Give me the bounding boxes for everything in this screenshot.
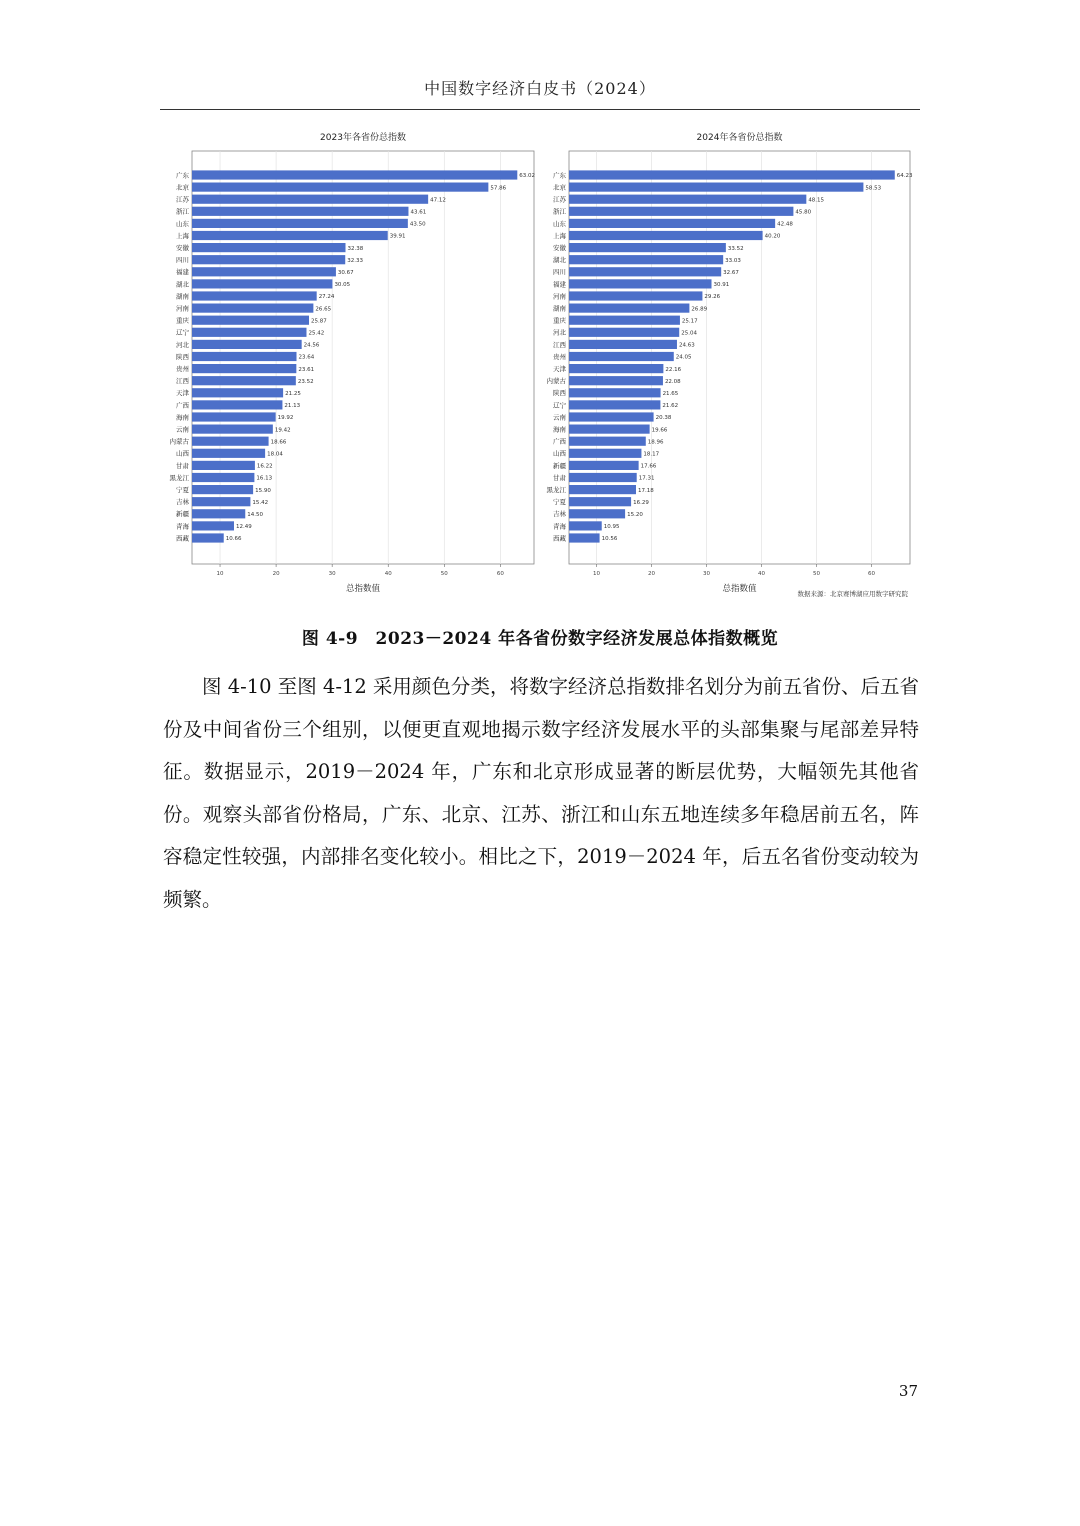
category-label: 辽宁 bbox=[176, 328, 189, 337]
value-label: 16.22 bbox=[256, 463, 273, 470]
bar bbox=[192, 243, 346, 252]
bar bbox=[192, 473, 254, 482]
value-label: 24.63 bbox=[678, 342, 695, 349]
value-label: 45.80 bbox=[795, 209, 812, 216]
value-label: 22.08 bbox=[664, 378, 681, 385]
category-label: 江西 bbox=[553, 340, 566, 349]
bar bbox=[569, 461, 639, 470]
bar bbox=[192, 267, 336, 276]
value-label: 64.23 bbox=[896, 173, 913, 180]
bar bbox=[192, 437, 269, 446]
value-label: 18.96 bbox=[647, 439, 664, 446]
bar bbox=[569, 231, 763, 240]
value-label: 23.61 bbox=[298, 366, 315, 373]
bar bbox=[569, 449, 641, 458]
value-label: 21.25 bbox=[285, 391, 301, 397]
value-label: 26.65 bbox=[315, 306, 332, 313]
x-tick-label: 50 bbox=[813, 571, 820, 577]
category-label: 广西 bbox=[553, 437, 566, 446]
category-label: 吉林 bbox=[553, 510, 566, 519]
category-label: 上海 bbox=[176, 231, 189, 240]
bar bbox=[192, 231, 388, 240]
category-label: 福建 bbox=[553, 280, 566, 289]
category-label: 甘肃 bbox=[176, 461, 189, 470]
bar bbox=[192, 509, 245, 518]
bar bbox=[192, 485, 253, 494]
category-label: 福建 bbox=[176, 268, 189, 277]
bar bbox=[192, 352, 297, 361]
category-label: 江西 bbox=[176, 377, 189, 386]
category-label: 黑龙江 bbox=[169, 473, 189, 482]
category-label: 云南 bbox=[553, 413, 566, 422]
bar bbox=[569, 521, 602, 530]
bar bbox=[569, 316, 680, 325]
value-label: 23.64 bbox=[298, 354, 315, 361]
category-label: 河南 bbox=[553, 292, 566, 301]
category-label: 四川 bbox=[553, 268, 566, 277]
category-label: 西藏 bbox=[553, 534, 566, 543]
category-label: 广东 bbox=[553, 171, 566, 180]
chart-title: 2024年各省份总指数 bbox=[696, 133, 783, 143]
value-label: 24.05 bbox=[675, 354, 692, 361]
value-label: 32.38 bbox=[347, 245, 364, 252]
bar bbox=[192, 219, 408, 228]
value-label: 10.56 bbox=[601, 536, 618, 543]
category-label: 新疆 bbox=[553, 461, 566, 470]
value-label: 33.52 bbox=[727, 245, 744, 252]
bar bbox=[192, 521, 234, 530]
category-label: 湖南 bbox=[553, 304, 566, 313]
value-label: 43.50 bbox=[409, 221, 426, 228]
category-label: 宁夏 bbox=[553, 498, 566, 507]
value-label: 23.52 bbox=[297, 378, 314, 385]
value-label: 24.56 bbox=[303, 342, 320, 349]
figure-bar-charts bbox=[160, 120, 920, 610]
value-label: 16.13 bbox=[256, 475, 273, 482]
category-label: 青海 bbox=[176, 522, 189, 531]
category-label: 四川 bbox=[176, 256, 189, 265]
value-label: 32.33 bbox=[347, 257, 363, 264]
value-label: 20.38 bbox=[655, 415, 672, 422]
category-label: 河北 bbox=[176, 340, 189, 349]
x-tick-label: 60 bbox=[868, 571, 875, 577]
category-label: 重庆 bbox=[553, 316, 566, 325]
category-label: 江苏 bbox=[176, 195, 189, 204]
bar bbox=[569, 207, 793, 216]
value-label: 18.04 bbox=[267, 451, 283, 458]
bar bbox=[569, 170, 895, 179]
x-tick-label: 40 bbox=[384, 571, 392, 577]
bar bbox=[569, 304, 689, 313]
value-label: 15.90 bbox=[255, 487, 271, 494]
category-label: 海南 bbox=[553, 425, 566, 434]
category-label: 山西 bbox=[176, 449, 189, 458]
bar bbox=[192, 364, 296, 373]
category-label: 安徽 bbox=[176, 244, 189, 252]
category-label: 北京 bbox=[176, 183, 189, 192]
category-label: 内蒙古 bbox=[169, 437, 189, 446]
category-label: 广东 bbox=[176, 171, 189, 180]
value-label: 33.03 bbox=[725, 257, 741, 264]
bar bbox=[192, 449, 265, 458]
value-label: 22.16 bbox=[665, 366, 682, 373]
value-label: 58.53 bbox=[865, 185, 882, 192]
bar bbox=[192, 255, 345, 264]
value-label: 15.20 bbox=[627, 512, 643, 518]
bar bbox=[192, 183, 488, 192]
value-label: 32.67 bbox=[723, 270, 739, 276]
x-tick-label: 10 bbox=[593, 571, 600, 577]
value-label: 25.17 bbox=[681, 318, 698, 325]
chart-title: 2023年各省份总指数 bbox=[320, 133, 406, 143]
category-label: 重庆 bbox=[176, 316, 189, 325]
value-label: 25.04 bbox=[681, 330, 697, 337]
bar bbox=[569, 255, 723, 264]
bar bbox=[192, 533, 224, 542]
figure-caption: 图 4-9 2023－2024 年各省份数字经济发展总体指数概览 bbox=[301, 629, 779, 649]
category-label: 安徽 bbox=[553, 244, 566, 252]
x-tick-label: 50 bbox=[440, 571, 448, 577]
bar bbox=[192, 279, 332, 288]
bar bbox=[569, 243, 726, 252]
value-label: 16.29 bbox=[633, 499, 649, 506]
category-label: 湖北 bbox=[176, 280, 189, 289]
bar bbox=[569, 340, 677, 349]
value-label: 10.95 bbox=[603, 524, 620, 531]
bar bbox=[192, 425, 273, 434]
category-label: 江苏 bbox=[553, 195, 566, 204]
bar bbox=[569, 437, 646, 446]
category-label: 山东 bbox=[553, 219, 566, 228]
category-label: 北京 bbox=[553, 183, 566, 192]
chart-2023 bbox=[170, 131, 536, 594]
value-label: 47.12 bbox=[430, 197, 446, 204]
bar bbox=[569, 412, 654, 421]
category-label: 天津 bbox=[553, 365, 566, 373]
bar bbox=[192, 195, 428, 204]
bar bbox=[192, 412, 276, 421]
category-label: 湖北 bbox=[553, 256, 566, 265]
value-label: 21.65 bbox=[662, 391, 679, 397]
value-label: 26.89 bbox=[691, 306, 708, 313]
value-label: 17.18 bbox=[637, 487, 654, 494]
bar bbox=[569, 376, 663, 385]
chart-2024 bbox=[547, 131, 914, 594]
value-label: 17.66 bbox=[640, 463, 657, 470]
value-label: 21.13 bbox=[284, 403, 301, 410]
category-label: 内蒙古 bbox=[546, 377, 566, 386]
bar bbox=[569, 291, 702, 300]
category-label: 云南 bbox=[176, 425, 189, 434]
category-label: 山东 bbox=[176, 219, 189, 228]
value-label: 19.42 bbox=[274, 427, 291, 434]
bar bbox=[569, 352, 674, 361]
bar bbox=[569, 509, 625, 518]
running-header: 中国数字经济白皮书（2024） bbox=[424, 79, 656, 98]
category-label: 海南 bbox=[176, 413, 189, 422]
value-label: 27.24 bbox=[318, 294, 335, 301]
bar bbox=[192, 388, 283, 397]
bar bbox=[569, 400, 660, 409]
bar bbox=[192, 400, 282, 409]
bar bbox=[569, 183, 863, 192]
value-label: 25.42 bbox=[308, 330, 325, 337]
x-tick-label: 30 bbox=[703, 571, 710, 577]
header-rule bbox=[160, 109, 920, 110]
bar bbox=[192, 291, 317, 300]
page-number: 37 bbox=[898, 1382, 918, 1400]
value-label: 19.66 bbox=[651, 427, 668, 434]
value-label: 40.20 bbox=[764, 233, 781, 240]
bar bbox=[569, 388, 661, 397]
bar bbox=[192, 328, 306, 337]
value-label: 18.17 bbox=[643, 451, 660, 458]
category-label: 天津 bbox=[176, 389, 189, 398]
category-label: 新疆 bbox=[176, 510, 189, 519]
category-label: 宁夏 bbox=[176, 486, 189, 494]
category-label: 辽宁 bbox=[553, 401, 566, 410]
value-label: 57.86 bbox=[490, 185, 507, 192]
category-label: 贵州 bbox=[553, 352, 566, 361]
bar bbox=[192, 376, 296, 385]
bar bbox=[192, 207, 408, 216]
x-tick-label: 40 bbox=[758, 571, 765, 577]
category-label: 河南 bbox=[176, 304, 189, 313]
body-paragraph: 图 4-10 至图 4-12 采用颜色分类，将数字经济总指数排名划分为前五省份、后五省份及中间省份三个组别，以便更直观地揭示数字经济发展水平的头部集聚与尾部差异特征。数据显示，2019－2024 年，广东和北京形成显著的断层优势，大幅领先其他省份。观察头部省份格局，广东、北京、江苏、浙江和山东五地连续多年稳居前五名，阵容稳定性较强，内部排名变化较小。相比之下，2019－2024 年，后五名省份变动较为频繁。 bbox=[163, 675, 919, 911]
category-label: 甘肃 bbox=[553, 473, 566, 482]
bar bbox=[192, 304, 313, 313]
bar bbox=[569, 279, 712, 288]
x-tick-label: 30 bbox=[328, 571, 336, 577]
figure-source-note: 数据来源：北京赛博湖应用数字研究院 bbox=[797, 590, 908, 598]
category-label: 浙江 bbox=[176, 207, 189, 216]
x-tick-label: 20 bbox=[272, 571, 280, 577]
value-label: 18.66 bbox=[270, 439, 287, 446]
category-label: 陕西 bbox=[553, 389, 566, 398]
bar bbox=[569, 485, 636, 494]
category-label: 广西 bbox=[176, 401, 189, 410]
value-label: 19.92 bbox=[277, 415, 294, 422]
category-label: 河北 bbox=[553, 328, 566, 337]
value-label: 39.91 bbox=[389, 233, 406, 240]
category-label: 陕西 bbox=[176, 352, 189, 361]
category-label: 黑龙江 bbox=[546, 486, 566, 494]
category-label: 湖南 bbox=[176, 292, 189, 301]
value-label: 15.42 bbox=[252, 499, 269, 506]
category-label: 西藏 bbox=[176, 534, 189, 543]
x-tick-label: 60 bbox=[496, 571, 504, 577]
bar bbox=[569, 425, 650, 434]
x-tick-label: 10 bbox=[216, 571, 224, 577]
value-label: 10.66 bbox=[225, 536, 242, 543]
value-label: 21.62 bbox=[662, 403, 679, 410]
value-label: 12.49 bbox=[235, 524, 252, 531]
value-label: 25.87 bbox=[311, 318, 327, 325]
bar bbox=[569, 219, 775, 228]
value-label: 14.50 bbox=[247, 512, 264, 518]
category-label: 贵州 bbox=[176, 365, 189, 373]
bar bbox=[569, 328, 679, 337]
value-label: 30.67 bbox=[337, 270, 354, 276]
value-label: 42.48 bbox=[777, 221, 793, 228]
bar bbox=[569, 497, 631, 506]
bar bbox=[192, 340, 302, 349]
bar bbox=[192, 497, 250, 506]
category-label: 浙江 bbox=[553, 207, 566, 216]
bar bbox=[569, 364, 663, 373]
value-label: 30.05 bbox=[334, 282, 351, 289]
bar bbox=[192, 316, 309, 325]
value-label: 63.02 bbox=[519, 173, 536, 180]
x-tick-label: 20 bbox=[648, 571, 655, 577]
bar bbox=[569, 267, 721, 276]
category-label: 吉林 bbox=[176, 498, 189, 507]
bar bbox=[569, 195, 806, 204]
value-label: 29.26 bbox=[704, 294, 721, 301]
value-label: 48.15 bbox=[808, 197, 825, 204]
value-label: 43.61 bbox=[410, 209, 427, 216]
x-axis-label: 总指数值 bbox=[722, 584, 757, 594]
value-label: 30.91 bbox=[713, 282, 730, 289]
bar bbox=[569, 473, 637, 482]
category-label: 上海 bbox=[553, 231, 566, 240]
bar bbox=[192, 170, 517, 179]
category-label: 山西 bbox=[553, 449, 566, 458]
bar bbox=[569, 533, 600, 542]
x-axis-label: 总指数值 bbox=[345, 584, 381, 594]
category-label: 青海 bbox=[553, 522, 566, 531]
value-label: 17.31 bbox=[638, 475, 655, 482]
bar bbox=[192, 461, 255, 470]
